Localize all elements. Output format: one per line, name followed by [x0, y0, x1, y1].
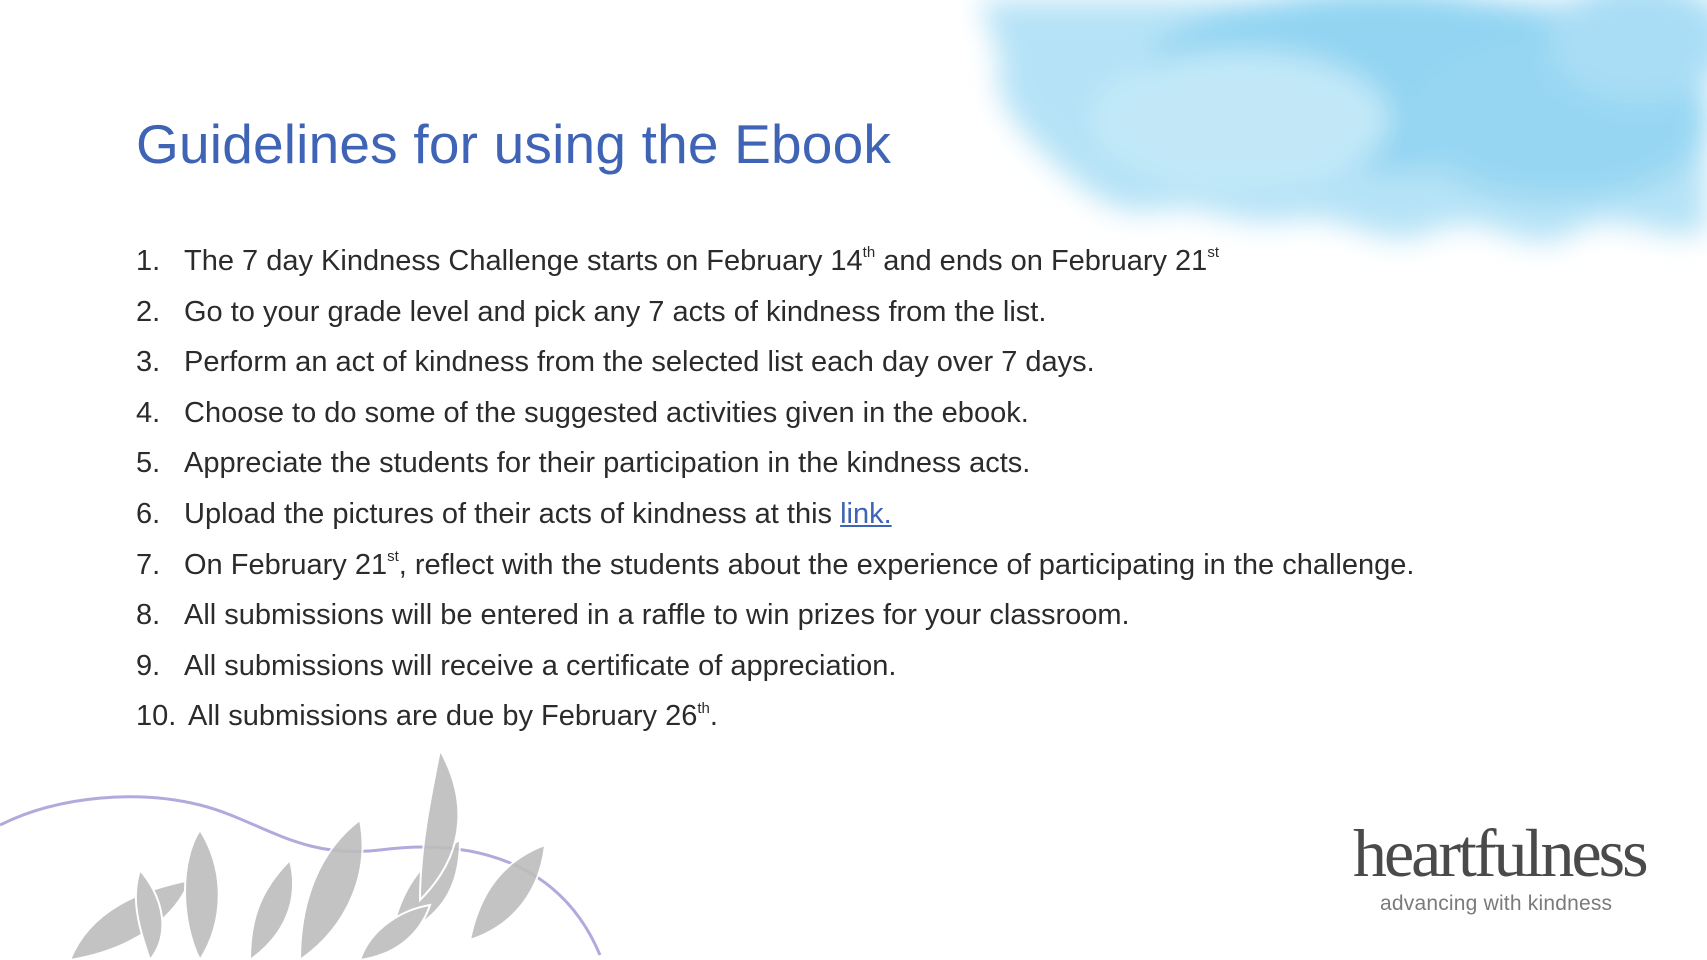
item-number: 6. — [136, 497, 161, 530]
page-title: Guidelines for using the Ebook — [136, 113, 892, 175]
leaf-icon — [420, 750, 458, 900]
ordinal-suffix: st — [1207, 244, 1219, 262]
item-text: Perform an act of kindness from the selected list each day over 7 days. — [184, 346, 1095, 379]
item-text: Choose to do some of the suggested activities given in the ebook. — [184, 396, 1029, 429]
item-text: All submissions will receive a certificate of appreciation. — [184, 649, 897, 682]
item-number: 8. — [136, 599, 161, 632]
item-number: 3. — [136, 346, 161, 379]
item-text: Upload the pictures of their acts of kindness at this link. — [184, 497, 892, 530]
ordinal-suffix: th — [862, 244, 876, 262]
leaf-icon — [470, 845, 545, 940]
leaves-decoration — [0, 740, 620, 960]
item-text: All submissions are due by February 26th. — [188, 699, 718, 733]
item-number: 5. — [136, 447, 161, 480]
curved-accent-line — [0, 797, 600, 955]
item-number: 2. — [136, 295, 161, 328]
upload-link[interactable]: link. — [840, 497, 892, 530]
item-text: Appreciate the students for their participation in the kindness acts. — [184, 447, 1031, 480]
leaf-icon — [136, 870, 162, 960]
leaf-icon — [250, 860, 293, 960]
leaf-icon — [390, 840, 460, 940]
item-number: 10. — [136, 700, 177, 733]
item-text: All submissions will be entered in a raffle to win prizes for your classroom. — [184, 599, 1130, 632]
heartfulness-logo — [1350, 815, 1670, 918]
ordinal-suffix: st — [387, 547, 399, 565]
logo-tagline: advancing with kindness — [1380, 892, 1613, 915]
item-text: The 7 day Kindness Challenge starts on February 14th and ends on February 21st — [184, 244, 1219, 277]
leaf-icon — [360, 905, 430, 960]
item-text: On February 21st, reflect with the students about the experience of participating in the challenge. — [184, 547, 1415, 581]
watercolor-cloud-decoration — [960, 0, 1707, 270]
item-number: 4. — [136, 396, 161, 429]
item-number: 9. — [136, 649, 161, 682]
item-number: 7. — [136, 548, 161, 581]
item-text: Go to your grade level and pick any 7 acts of kindness from the list. — [184, 295, 1047, 328]
item-number: 1. — [136, 245, 161, 277]
logo-wordmark: heartfulness — [1353, 815, 1646, 891]
ordinal-suffix: th — [697, 699, 710, 717]
leaf-icon — [70, 880, 190, 960]
leaf-icon — [185, 830, 219, 960]
leaf-icon — [300, 820, 363, 960]
